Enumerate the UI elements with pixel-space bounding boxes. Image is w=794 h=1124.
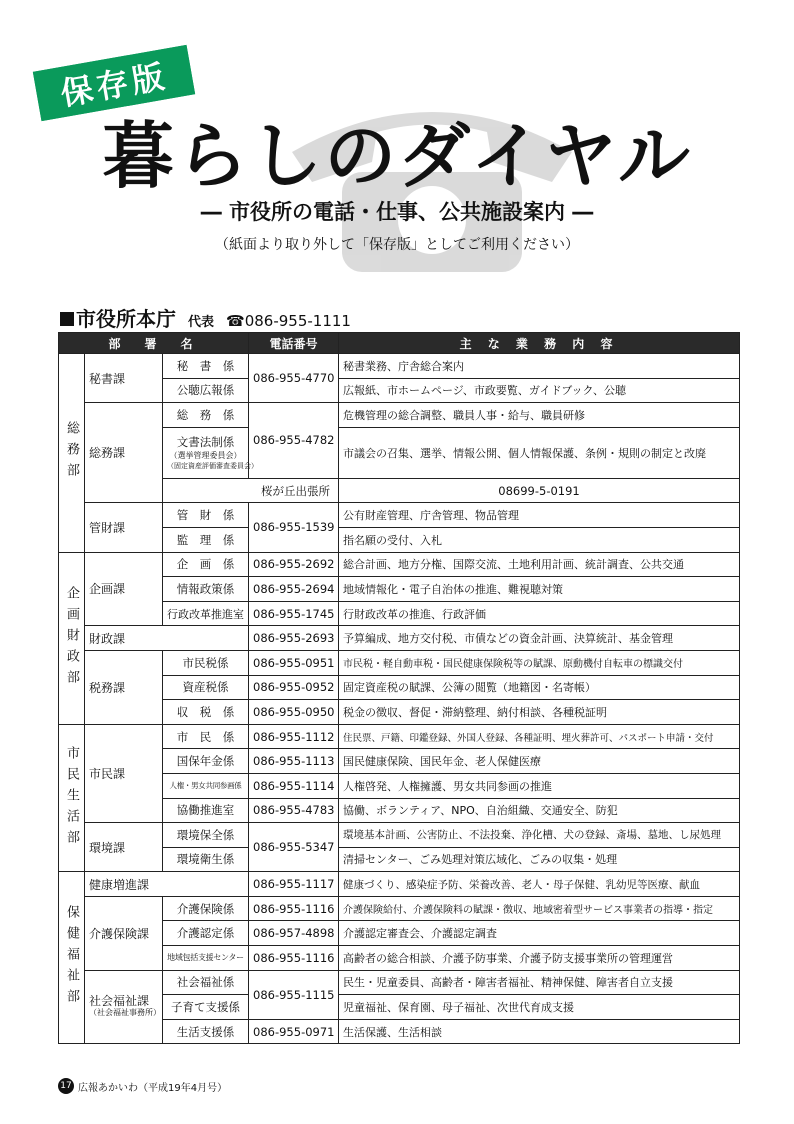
representative-label: 代表 xyxy=(188,315,215,330)
kakari-sub-label: （選挙管理委員会） xyxy=(169,450,242,460)
tel-cell: 086-955-1113 xyxy=(249,749,339,774)
kakari-label: 文書法制係 xyxy=(176,434,235,449)
tel-cell: 086-955-4770 xyxy=(249,354,339,403)
gyomu-cell: 税金の徴収、督促・滞納整理、納付相談、各種税証明 xyxy=(339,700,740,725)
gyomu-cell: 介護認定審査会、介護認定調査 xyxy=(339,921,740,946)
tel-cell: 08699-5-0191 xyxy=(339,478,740,503)
kakari-cell: 生活支援係 xyxy=(163,1019,249,1044)
tel-cell: 086-955-5347 xyxy=(249,823,339,872)
gyomu-cell: 秘書業務、庁舎総合案内 xyxy=(339,354,740,379)
table-row xyxy=(59,724,740,749)
table-row xyxy=(59,650,740,675)
kakari-cell: 社会福祉係 xyxy=(163,970,249,995)
tel-cell: 086-955-1114 xyxy=(249,773,339,798)
table-header-row xyxy=(59,333,740,354)
kakari-cell: 市民税係 xyxy=(163,650,249,675)
gyomu-cell: 危機管理の総合調整、職員人事・給与、職員研修 xyxy=(339,403,740,428)
gyomu-cell: 民生・児童委員、高齢者・障害者福祉、精神保健、障害者自立支援 xyxy=(339,970,740,995)
dept-hoken: 保健福祉部 xyxy=(59,872,85,1044)
page-title: 暮らしのダイヤル xyxy=(102,114,692,198)
ka-shakai xyxy=(85,970,163,1044)
gyomu-cell: 市民税・軽自動車税・国民健康保険税等の賦課、原動機付自転車の標識交付 xyxy=(339,650,740,675)
kakari-cell: 環境保全係 xyxy=(163,823,249,848)
kakari-cell: 秘 書 係 xyxy=(163,354,249,379)
gyomu-cell: 予算編成、地方交付税、市債などの資金計画、決算統計、基金管理 xyxy=(339,626,740,651)
gyomu-cell: 公有財産管理、庁舎管理、物品管理 xyxy=(339,503,740,528)
gyomu-cell: 高齢者の総合相談、介護予防事業、介護予防支援事業所の管理運営 xyxy=(339,946,740,971)
gyomu-cell: 清掃センター、ごみ処理対策広域化、ごみの収集・処理 xyxy=(339,847,740,872)
table-row xyxy=(59,896,740,921)
page-footer xyxy=(58,1078,227,1094)
footer-publication: 広報あかいわ（平成19年4月号） xyxy=(78,1082,228,1094)
tel-cell: 086-955-0952 xyxy=(249,675,339,700)
gyomu-cell: 人権啓発、人権擁護、男女共同参画の推進 xyxy=(339,773,740,798)
table-row xyxy=(59,970,740,995)
kakari-cell: 資産税係 xyxy=(163,675,249,700)
kakari-cell: 情報政策係 xyxy=(163,577,249,602)
tel-cell: 086-955-1116 xyxy=(249,946,339,971)
section-title: 市役所本庁 xyxy=(76,307,176,331)
kakari-cell: 企 画 係 xyxy=(163,552,249,577)
kakari-cell: 子育て支援係 xyxy=(163,995,249,1020)
gyomu-cell: 地域情報化・電子自治体の推進、難視聴対策 xyxy=(339,577,740,602)
tel-cell: 086-955-4782 xyxy=(249,403,339,479)
kakari-cell xyxy=(163,427,258,478)
kakari-cell: 市 民 係 xyxy=(163,724,249,749)
table-row xyxy=(59,354,740,379)
kakari-cell: 総 務 係 xyxy=(163,403,249,428)
ka-kikaku: 企画課 xyxy=(85,552,163,626)
ka-zaisei: 財政課 xyxy=(85,626,249,651)
section-heading xyxy=(60,303,351,332)
page-subtitle: ― 市役所の電話・仕事、公共施設案内 ― xyxy=(200,200,594,224)
dept-somu: 総務部 xyxy=(59,354,85,553)
gyomu-cell: 協働、ボランティア、NPO、自治組織、交通安全、防犯 xyxy=(339,798,740,823)
table-row xyxy=(59,872,740,897)
kakari-cell: 環境衛生係 xyxy=(163,847,249,872)
table-row xyxy=(59,403,740,428)
tel-cell: 086-955-1112 xyxy=(249,724,339,749)
kakari-cell: 人権・男女共同参画係 xyxy=(163,773,249,798)
tel-cell: 086-955-1116 xyxy=(249,896,339,921)
tel-cell: 086-957-4898 xyxy=(249,921,339,946)
phone-icon: ☎ xyxy=(226,312,245,330)
tel-cell: 086-955-1117 xyxy=(249,872,339,897)
gyomu-cell: 生活保護、生活相談 xyxy=(339,1019,740,1044)
ka-kaigo: 介護保険課 xyxy=(85,896,163,970)
tel-cell: 086-955-2694 xyxy=(249,577,339,602)
ka-somu: 総務課 xyxy=(85,403,163,503)
header-gyomu: 主 な 業 務 内 容 xyxy=(339,333,740,354)
tel-cell: 086-955-2692 xyxy=(249,552,339,577)
kakari-cell: 行政改革推進室 xyxy=(163,601,249,626)
kakari-cell: 管 財 係 xyxy=(163,503,249,528)
ka-shakai-sub-label: （社会福祉事務所） xyxy=(89,1008,161,1018)
directory-table xyxy=(58,332,740,1044)
keep-note: （紙面より取り外して「保存版」としてご利用ください） xyxy=(215,237,579,253)
kakari-sub-label: （固定資産評価審査委員会） xyxy=(167,461,258,470)
gyomu-cell: 健康づくり、感染症予防、栄養改善、老人・母子保健、乳幼児等医療、献血 xyxy=(339,872,740,897)
ka-hisho: 秘書課 xyxy=(85,354,163,403)
table-row xyxy=(59,626,740,651)
gyomu-cell: 行財政改革の推進、行政評価 xyxy=(339,601,740,626)
tel-cell: 086-955-1539 xyxy=(249,503,339,552)
gyomu-cell: 総合計画、地方分権、国際交流、土地利用計画、統計調査、公共交通 xyxy=(339,552,740,577)
tel-cell: 086-955-0971 xyxy=(249,1019,339,1044)
header-tel: 電話番号 xyxy=(249,333,339,354)
tel-cell: 086-955-0951 xyxy=(249,650,339,675)
gyomu-cell: 児童福祉、保育園、母子福祉、次世代育成支援 xyxy=(339,995,740,1020)
kakari-cell: 介護認定係 xyxy=(163,921,249,946)
table-row xyxy=(59,552,740,577)
dept-kikaku: 企画財政部 xyxy=(59,552,85,724)
gyomu-cell: 広報紙、市ホームページ、市政要覧、ガイドブック、公聴 xyxy=(339,378,740,403)
ka-kanzai: 管財課 xyxy=(85,503,163,552)
tel-cell: 086-955-1745 xyxy=(249,601,339,626)
kakari-cell: 収 税 係 xyxy=(163,700,249,725)
kakari-cell: 協働推進室 xyxy=(163,798,249,823)
heading-square-icon xyxy=(60,312,74,326)
tel-cell: 086-955-4783 xyxy=(249,798,339,823)
ka-shimin: 市民課 xyxy=(85,724,163,822)
gyomu-cell: 介護保険給付、介護保険料の賦課・徴収、地域密着型サービス事業者の指導・指定 xyxy=(339,896,740,921)
tel-cell: 086-955-0950 xyxy=(249,700,339,725)
gyomu-cell: 国民健康保険、国民年金、老人保健医療 xyxy=(339,749,740,774)
dept-shimin: 市民生活部 xyxy=(59,724,85,872)
table-row xyxy=(59,823,740,848)
gyomu-cell: 市議会の召集、選挙、情報公開、個人情報保護、条例・規則の制定と改廃 xyxy=(339,427,740,478)
kakari-cell: 監 理 係 xyxy=(163,527,249,552)
ka-kenko: 健康増進課 xyxy=(85,872,249,897)
kakari-cell: 地域包括支援センター xyxy=(163,946,249,971)
ka-zeimu: 税務課 xyxy=(85,650,163,724)
page-number: 17 xyxy=(58,1078,74,1094)
tel-cell: 086-955-2693 xyxy=(249,626,339,651)
gyomu-cell: 住民票、戸籍、印鑑登録、外国人登録、各種証明、埋火葬許可、パスポート申請・交付 xyxy=(339,724,740,749)
gyomu-cell: 固定資産税の賦課、公簿の閲覧（地籍図・名寄帳） xyxy=(339,675,740,700)
badge-label: 保存版 xyxy=(57,56,171,114)
kakari-cell: 公聴広報係 xyxy=(163,378,249,403)
kakari-cell: 桜が丘出張所 xyxy=(163,478,339,503)
kakari-cell: 国保年金係 xyxy=(163,749,249,774)
ka-shakai-label: 社会福祉課 xyxy=(89,994,150,1009)
table-row xyxy=(59,503,740,528)
representative-number: 086-955-1111 xyxy=(244,312,351,330)
tel-cell: 086-955-1115 xyxy=(249,970,339,1019)
gyomu-cell: 環境基本計画、公害防止、不法投棄、浄化槽、犬の登録、斎場、墓地、し尿処理 xyxy=(339,823,740,848)
header-busho: 部 署 名 xyxy=(59,333,249,354)
kakari-cell: 介護保険係 xyxy=(163,896,249,921)
gyomu-cell: 指名願の受付、入札 xyxy=(339,527,740,552)
ka-kankyo: 環境課 xyxy=(85,823,163,872)
